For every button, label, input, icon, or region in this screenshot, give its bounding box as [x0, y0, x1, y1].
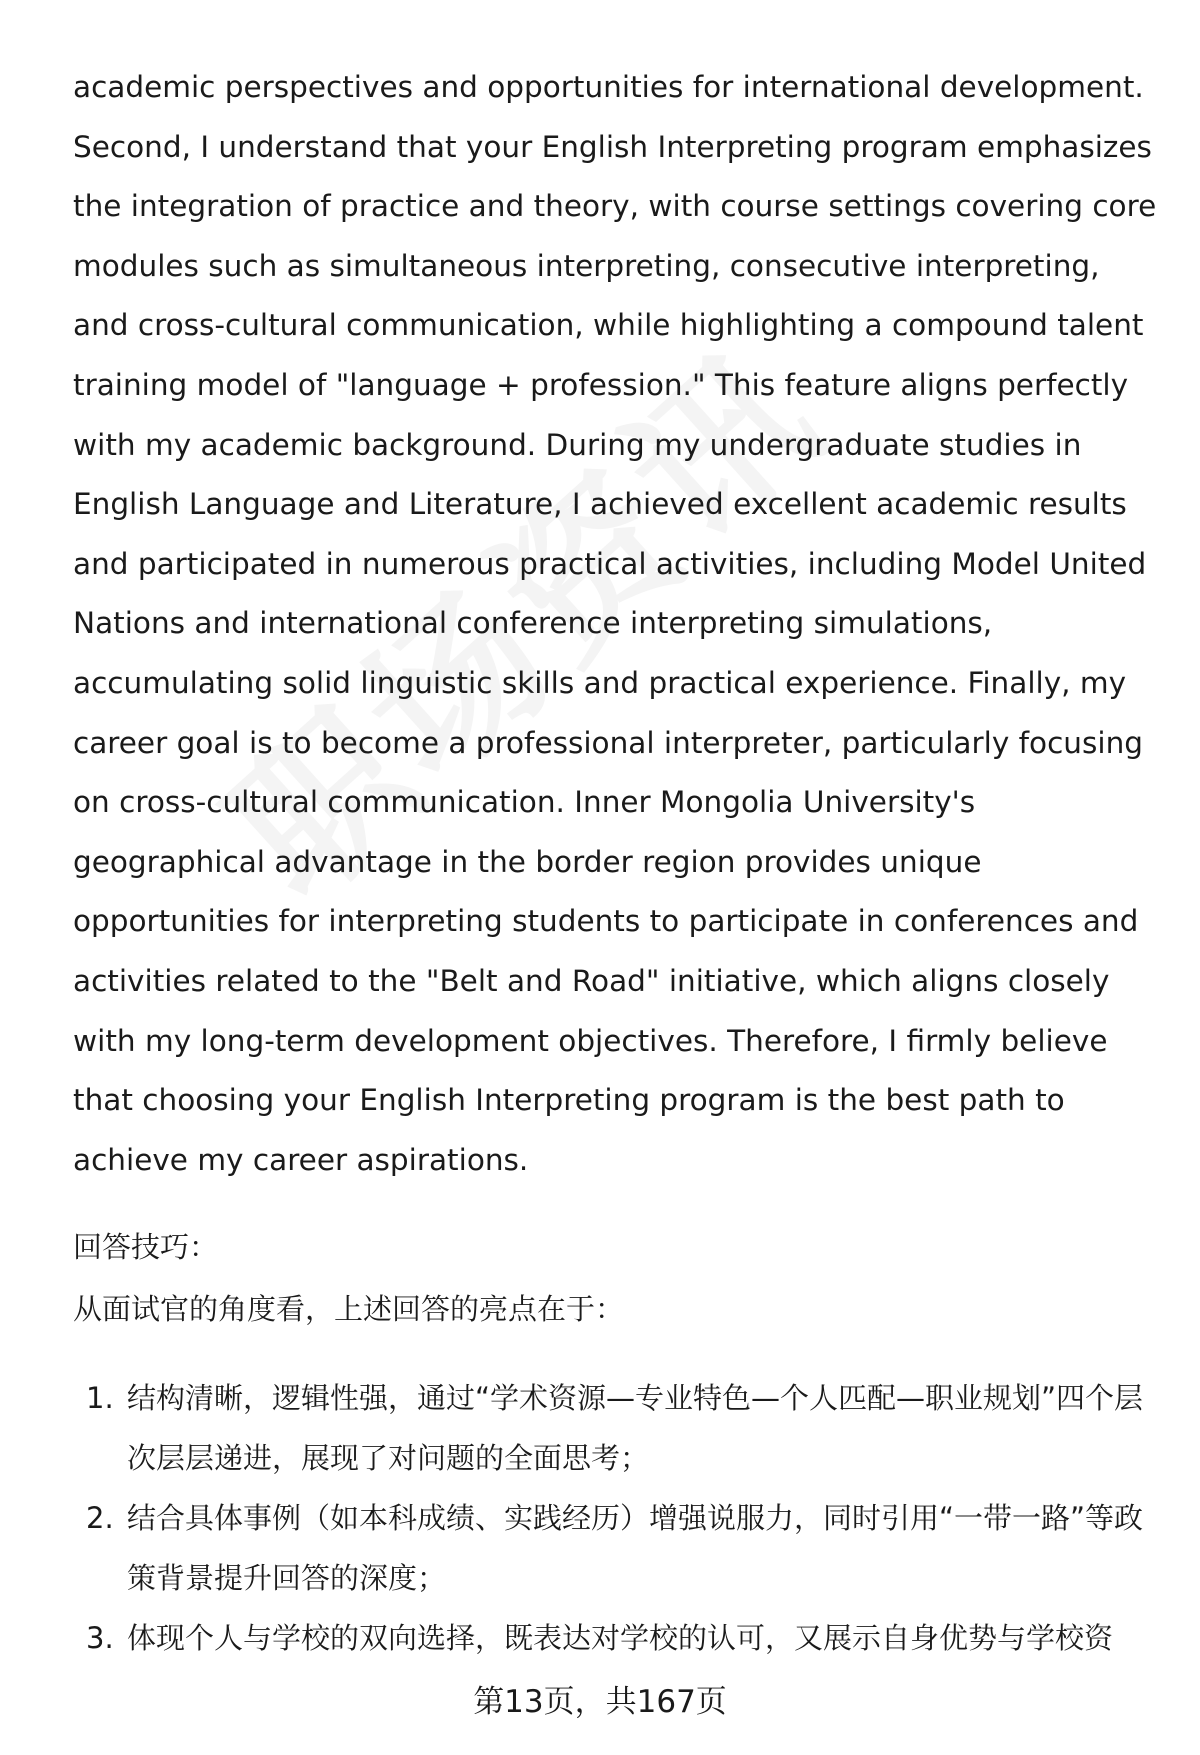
tips-list-item [80, 1488, 1160, 1608]
tips-list-item [80, 1368, 1160, 1488]
list-item-number: 3. [86, 1621, 114, 1655]
list-item-text: 体现个人与学校的双向选择，既表达对学校的认可，又展示自身优势与学校资 [127, 1621, 1114, 1655]
page-footer [0, 1680, 1200, 1724]
list-item-text: 结合具体事例（如本科成绩、实践经历）增强说服力，同时引用“一带一路”等政策背景提升回答的深度； [127, 1501, 1144, 1595]
answer-paragraph: academic perspectives and opportunities for international development. Second, I understand that your English Interpreting program emphasizes the integration of practice and theory, with course settings covering core modules such as simultaneous interpreting, consecutive interpreting, and cross-cultural communication, while highlighting a compound talent training model of "language + profession." This feature aligns perfectly with my academic background. During my undergraduate studies in English Language and Literature, I achieved excellent academic results and participated in numerous practical activities, including Model United Nations and international conference interpreting simulations, accumulating solid linguistic skills and practical experience. Finally, my career goal is to become a professional interpreter, particularly focusing on cross-cultural communication. Inner Mongolia University's geographical advantage in the border region provides unique opportunities for interpreting students to participate in conferences and activities related to the "Belt and Road" initiative, which aligns closely with my long-term development objectives. Therefore, I firmly believe that choosing your English Interpreting program is the best path to achieve my career aspirations. [73, 70, 1157, 1177]
list-item-number: 2. [86, 1501, 114, 1535]
list-item-number: 1. [86, 1381, 114, 1415]
tips-heading: 回答技巧： [73, 1230, 219, 1264]
tips-intro: 从面试官的角度看，上述回答的亮点在于： [73, 1292, 625, 1326]
page-number: 第13页，共167页 [473, 1684, 727, 1720]
list-item-text: 结构清晰，逻辑性强，通过“学术资源—专业特色—个人匹配—职业规划”四个层次层层递进，展现了对问题的全面思考； [127, 1381, 1144, 1475]
tips-list [80, 1368, 1160, 1668]
tips-list-item [80, 1608, 1160, 1668]
